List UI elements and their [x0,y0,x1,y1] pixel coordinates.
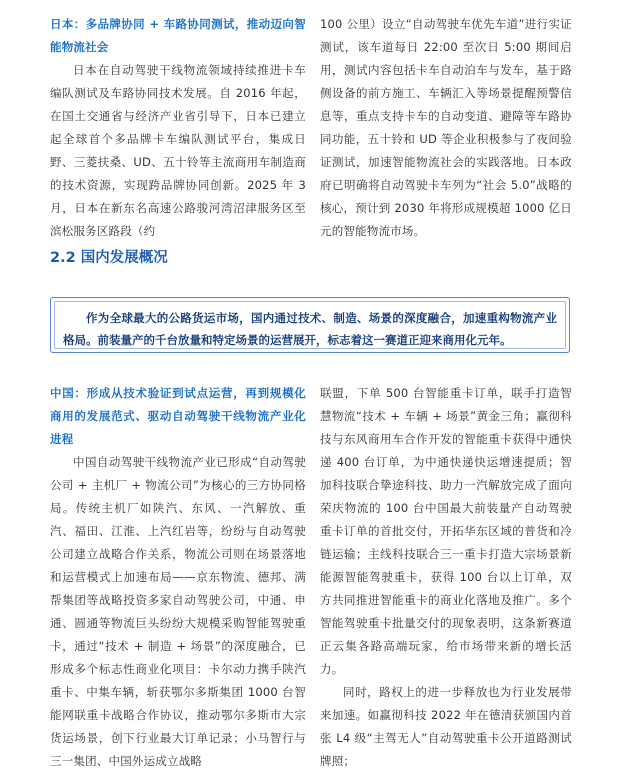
callout-text: 作为全球最大的公路货运市场，国内通过技术、制造、场景的深度融合，加速重构物流产业格局。前装量产的千台放量和特定场景的运营展开，标志着这一赛道正迎来商用化元年。 [63,311,557,347]
china-paragraph-continued: 联盟，下单 500 台智能重卡订单，联手打造智慧物流“技术 + 车辆 + 场景”黄金三角；赢彻科技与东风商用车合作开发的智能重卡获得中通快递 400 台订单，为中通快递快运增速提质；智加科技联合挚途科技、助力一汽解放完成了面向荣庆物流的 100 台中国最大前装量产自动驾驶重卡订单的首批交付，开拓华东区域的普货和冷链运输；主线科技联合三一重卡打造大宗场景新能源智能驾驶重卡，获得 100 台以上订单，双方共同推进智能重卡的商业化落地及推广。多个智能驾驶重卡批量交付的现象表明，这条新赛道正云集各路高端玩家，给市场带来新的增长活力。 [320,386,572,676]
japan-column-right [320,13,572,243]
japan-subheading: 日本：多品牌协同 + 车路协同测试，推动迈向智能物流社会 [50,17,306,54]
china-column-right [320,382,572,773]
china-paragraph: 中国自动驾驶干线物流产业已形成“自动驾驶公司 + 主机厂 + 物流公司”为核心的三方协同格局。传统主机厂如陕汽、东风、一汽解放、重汽、福田、江淮、上汽红岩等，纷纷与自动驾驶公司建立战略合作关系，物流公司则在场景落地和运营模式上加速布局——京东物流、德邦、满帮集团等战略投资多家自动驾驶公司，中通、申通、圆通等物流巨头纷纷大规模采购智能驾驶重卡，通过“技术 + 制造 + 场景”的深度融合，已形成多个标志性商业化项目：卡尔动力携手陕汽重卡、中集车辆，斩获鄂尔多斯集团 1000 台智能网联重卡战略合作协议，推动鄂尔多斯市大宗货运场景，创下行业最大订单记录；小马智行与三一集团、中国外运成立战略 [50,455,306,768]
china-column-left [50,382,306,773]
japan-paragraph-continued: 100 公里）设立“自动驾驶车优先车道”进行实证测试，该车道每日 22:00 至次日 5:00 期间启用，测试内容包括卡车自动泊车与发车，基于路侧设备的前方施工、车辆汇入等场景提醒预警信息等，重点支持卡车的自动变道、避障等车路协同功能，五十铃和 UD 等企业积极参与了夜间验证测试，加速智能物流社会的实践落地。日本政府已明确将自动驾驶卡车列为“社会 5.0”战略的核心，预计到 2030 年将形成规模超 1000 亿日元的智能物流市场。 [320,17,572,238]
section-title: 2.2 国内发展概况 [50,250,168,266]
china-paragraph-2: 同时，路权上的进一步释放也为行业发展带来加速。如赢彻科技 2022 年在德清获颁国内首张 L4 级“主驾无人”自动驾驶重卡公开道路测试牌照； [320,685,572,768]
japan-column-left [50,13,306,243]
summary-callout-box [50,297,570,353]
japan-paragraph: 日本在自动驾驶干线物流领域持续推进卡车编队测试及车路协同技术发展。自 2016 年起，在国土交通省与经济产业省引导下，日本已建立起全球首个多品牌卡车编队测试平台，集成日野、三菱扶桑、UD、五十铃等主流商用车制造商的技术资源，实现跨品牌协同创新。2025 年 3 月，日本在新东名高速公路骏河湾沼津服务区至滨松服务区路段（约 [50,63,306,238]
china-subheading: 中国：形成从技术验证到试点运营，再到规模化商用的发展范式、驱动自动驾驶干线物流产业化进程 [50,386,306,446]
